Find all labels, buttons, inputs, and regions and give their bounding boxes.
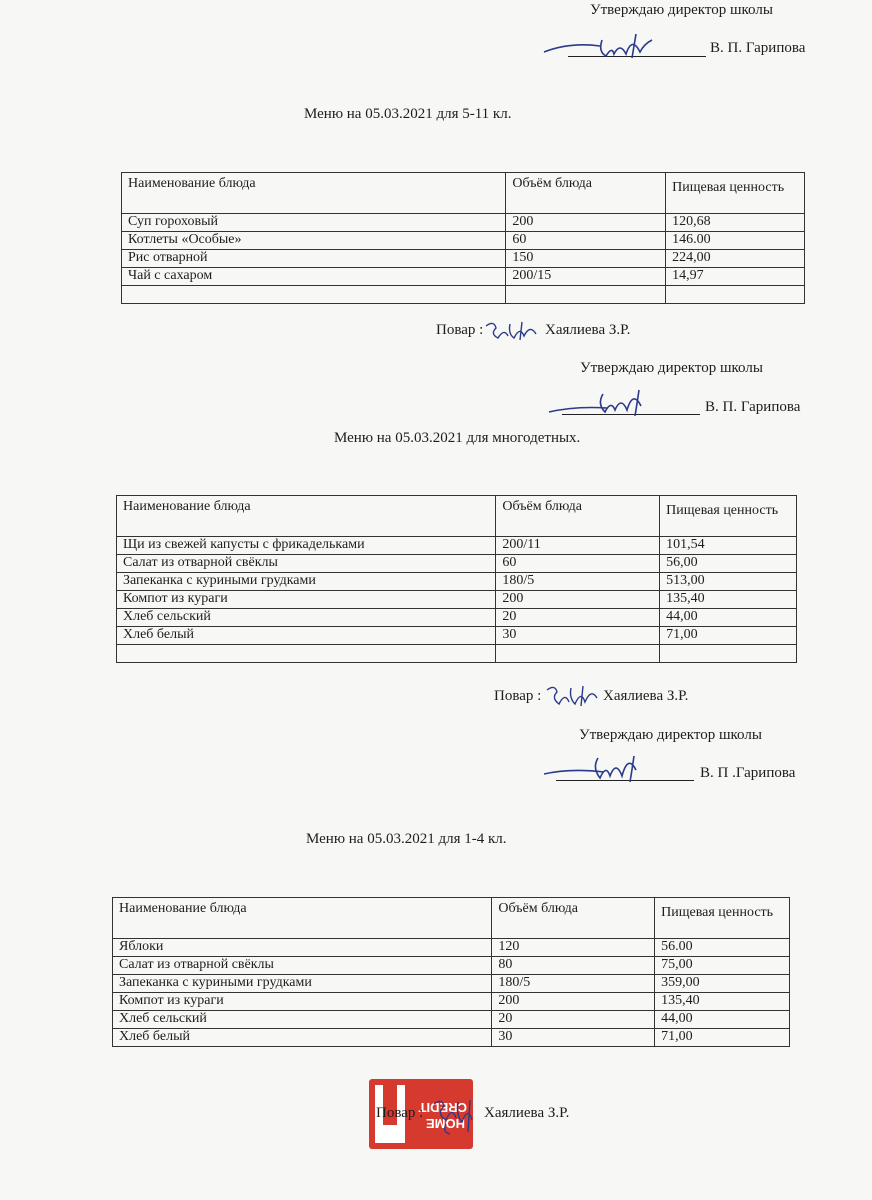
table-row: [113, 993, 790, 1011]
cook-name-2: Хаялиева З.Р.: [603, 688, 689, 704]
dish-volume: 180/5: [496, 573, 660, 591]
dish-volume: 200/11: [496, 537, 660, 555]
dish-name: Компот из кураги: [113, 993, 492, 1011]
dish-volume: 200: [506, 214, 666, 232]
dish-name: Запеканка с куриными грудками: [117, 573, 496, 591]
col-header-value: Пищевая ценность: [655, 898, 790, 939]
svg-text:CREDIT: CREDIT: [418, 1100, 467, 1115]
director-signature-1: [540, 32, 670, 62]
dish-volume: 180/5: [492, 975, 655, 993]
dish-name: Хлеб белый: [113, 1029, 492, 1047]
dish-value: 14,97: [666, 268, 805, 286]
dish-value: 359,00: [655, 975, 790, 993]
col-header-value: Пищевая ценность: [666, 173, 805, 214]
dish-value: 75,00: [655, 957, 790, 975]
menu-title-2: Меню на 05.03.2021 для многодетных.: [334, 430, 581, 446]
dish-volume: 30: [492, 1029, 655, 1047]
approval-text-2: Утверждаю директор школы: [580, 360, 763, 376]
dish-volume: 80: [492, 957, 655, 975]
table-row: [122, 268, 805, 286]
dish-name: Хлеб сельский: [117, 609, 496, 627]
cook-label-2: Повар :: [494, 688, 542, 704]
dish-value: 44,00: [660, 609, 797, 627]
table-row: [113, 1011, 790, 1029]
col-header-name: Наименование блюда: [113, 898, 492, 939]
dish-value: 56.00: [655, 939, 790, 957]
dish-volume: 60: [506, 232, 666, 250]
cook-signature-2: [545, 682, 601, 710]
table-row-empty: [117, 645, 797, 663]
table-row: [117, 573, 797, 591]
cook-signature-1: [484, 318, 540, 344]
table-row: [113, 975, 790, 993]
dish-value: 44,00: [655, 1011, 790, 1029]
cook-name-3: Хаялиева З.Р.: [484, 1105, 570, 1121]
dish-name: Запеканка с куриными грудками: [113, 975, 492, 993]
menu-title-1: Меню на 05.03.2021 для 5-11 кл.: [304, 106, 512, 122]
menu-title-3: Меню на 05.03.2021 для 1-4 кл.: [306, 831, 507, 847]
dish-volume: 200: [496, 591, 660, 609]
table-row-empty: [122, 286, 805, 304]
director-signature-3: [540, 752, 660, 786]
menu-table-2: [116, 495, 797, 663]
col-header-name: Наименование блюда: [122, 173, 506, 214]
dish-volume: 60: [496, 555, 660, 573]
svg-text:HOME: HOME: [426, 1116, 465, 1131]
director-name-3: В. П .Гарипова: [700, 765, 796, 781]
dish-volume: 20: [496, 609, 660, 627]
dish-value: 120,68: [666, 214, 805, 232]
table-header-row: [117, 496, 797, 537]
dish-value: 135,40: [655, 993, 790, 1011]
dish-volume: 150: [506, 250, 666, 268]
director-signature-2: [545, 388, 665, 420]
dish-name: Хлеб сельский: [113, 1011, 492, 1029]
dish-name: Щи из свежей капусты с фрикадельками: [117, 537, 496, 555]
dish-name: Котлеты «Особые»: [122, 232, 506, 250]
dish-value: 71,00: [660, 627, 797, 645]
table-header-row: [113, 898, 790, 939]
dish-volume: 120: [492, 939, 655, 957]
dish-name: Салат из отварной свёклы: [113, 957, 492, 975]
cook-label-3: Повар :: [376, 1105, 424, 1121]
dish-volume: 30: [496, 627, 660, 645]
dish-name: Салат из отварной свёклы: [117, 555, 496, 573]
table-row: [113, 957, 790, 975]
table-row: [122, 214, 805, 232]
dish-name: Рис отварной: [122, 250, 506, 268]
dish-volume: 200: [492, 993, 655, 1011]
table-row: [113, 939, 790, 957]
director-name-2: В. П. Гарипова: [705, 399, 801, 415]
table-row: [117, 609, 797, 627]
table-row: [113, 1029, 790, 1047]
dish-volume: 200/15: [506, 268, 666, 286]
col-header-name: Наименование блюда: [117, 496, 496, 537]
table-row: [117, 555, 797, 573]
dish-value: 224,00: [666, 250, 805, 268]
table-row: [117, 537, 797, 555]
table-row: [122, 232, 805, 250]
dish-value: 56,00: [660, 555, 797, 573]
approval-text-3: Утверждаю директор школы: [579, 727, 762, 743]
director-name-1: В. П. Гарипова: [710, 40, 806, 56]
dish-value: 71,00: [655, 1029, 790, 1047]
dish-value: 146.00: [666, 232, 805, 250]
cook-name-1: Хаялиева З.Р.: [545, 322, 631, 338]
cook-signature-3: [428, 1098, 484, 1138]
dish-value: 101,54: [660, 537, 797, 555]
dish-value: 135,40: [660, 591, 797, 609]
menu-table-3: [112, 897, 790, 1047]
col-header-volume: Объём блюда: [506, 173, 666, 214]
dish-name: Компот из кураги: [117, 591, 496, 609]
dish-name: Чай с сахаром: [122, 268, 506, 286]
dish-name: Яблоки: [113, 939, 492, 957]
dish-volume: 20: [492, 1011, 655, 1029]
menu-table-1: [121, 172, 805, 304]
approval-text-1: Утверждаю директор школы: [590, 2, 773, 18]
col-header-value: Пищевая ценность: [660, 496, 797, 537]
table-row: [122, 250, 805, 268]
col-header-volume: Объём блюда: [496, 496, 660, 537]
table-header-row: [122, 173, 805, 214]
dish-name: Суп гороховый: [122, 214, 506, 232]
col-header-volume: Объём блюда: [492, 898, 655, 939]
cook-label-1: Повар :: [436, 322, 484, 338]
table-row: [117, 627, 797, 645]
dish-value: 513,00: [660, 573, 797, 591]
dish-name: Хлеб белый: [117, 627, 496, 645]
table-row: [117, 591, 797, 609]
